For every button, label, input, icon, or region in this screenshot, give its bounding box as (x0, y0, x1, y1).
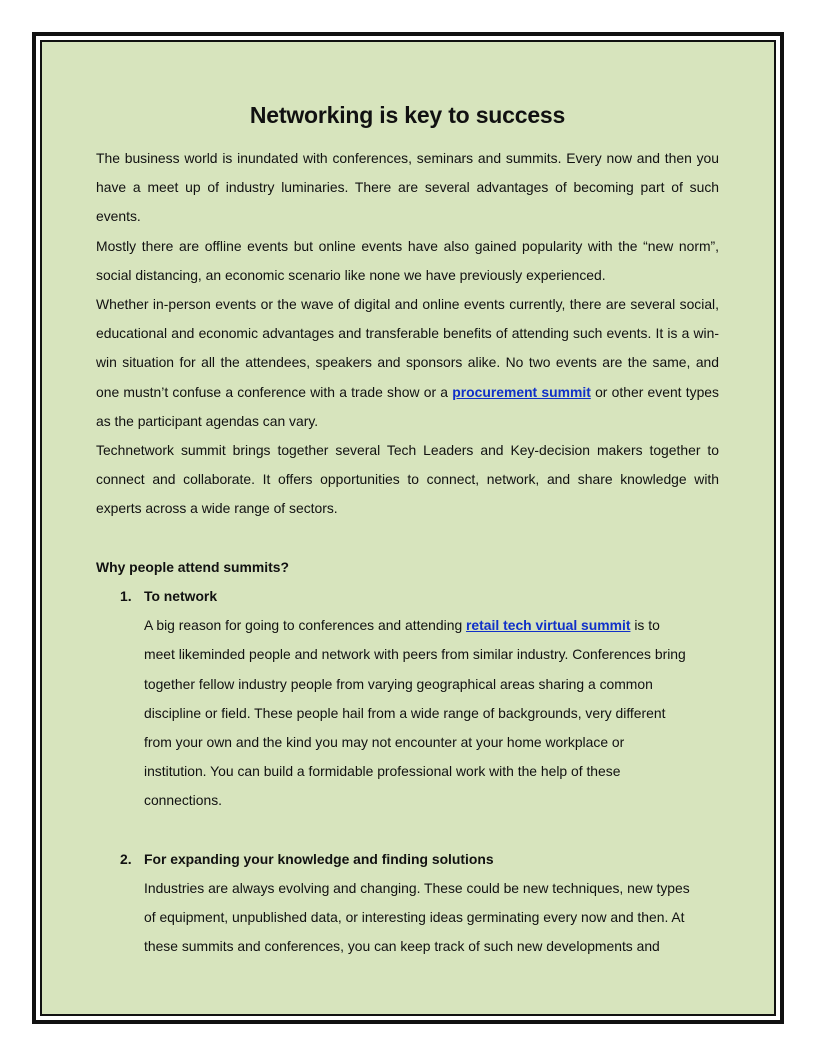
list-item (96, 845, 719, 962)
reasons-list (96, 582, 719, 962)
paragraph-technetwork: Technetwork summit brings together several Tech Leaders and Key-decision makers together to connect and collaborate. It offers opportunities to connect, network, and share knowledge with experts across a wide range of sectors. (96, 442, 719, 517)
procurement-summit-link[interactable]: procurement summit (452, 383, 591, 400)
list-item-number: 1. (120, 588, 132, 605)
page-border-outer (32, 32, 784, 1024)
paragraph-advantages (96, 290, 719, 436)
page-border-inner (40, 40, 776, 1016)
blank-line (96, 816, 719, 845)
document-title: Networking is key to success (249, 102, 566, 128)
section-heading: Why people attend summits? (96, 558, 289, 575)
list-item (96, 582, 719, 816)
paragraph-advantages-text: Whether in-person events or the wave of digital and online events currently, there are several social, educational and economic advantages and transferable benefits of attending such events. It is a win-win situation for all the attendees, speakers and sponsors alike. No two events are the same, and one mustn’t confuse a conference with a trade show or a (96, 296, 719, 400)
list-item-title: For expanding your knowledge and finding solutions (144, 850, 494, 867)
blank-line (96, 524, 719, 553)
paragraph-advantages-text-end: or other event types as the participant agendas can vary. (96, 383, 719, 429)
list-item-number: 2. (120, 850, 132, 867)
list-item-body-text: A big reason for going to conferences and attending (144, 617, 467, 634)
list-item-body: Industries are always evolving and changing. These could be new techniques, new types of equipment, unpublished data, or interesting ideas germinating every now and then. At these summits and conferences, you can keep track of such new developments and (144, 880, 690, 955)
list-item-body (144, 611, 690, 815)
paragraph-online-events: Mostly there are offline events but online events have also gained popularity with the “new norm”, social distancing, an economic scenario like none we have previously experienced. (96, 237, 719, 283)
list-item-body-text-end: is to meet likeminded people and network with peers from similar industry. Conferences bring together fellow industry people from varying geographical areas sharing a common discipline or field. These people hail from a wide range of backgrounds, very different from your own and the kind you may not encounter at your home workplace or institution. You can build a formidable professional work with the help of these connections. (144, 617, 686, 809)
list-item-title: To network (144, 588, 218, 605)
retail-tech-virtual-summit-link[interactable]: retail tech virtual summit (466, 617, 631, 634)
document-content (96, 100, 719, 962)
paragraph-intro: The business world is inundated with conferences, seminars and summits. Every now and then you have a meet up of industry luminaries. There are several advantages of becoming part of such events. (96, 150, 719, 225)
